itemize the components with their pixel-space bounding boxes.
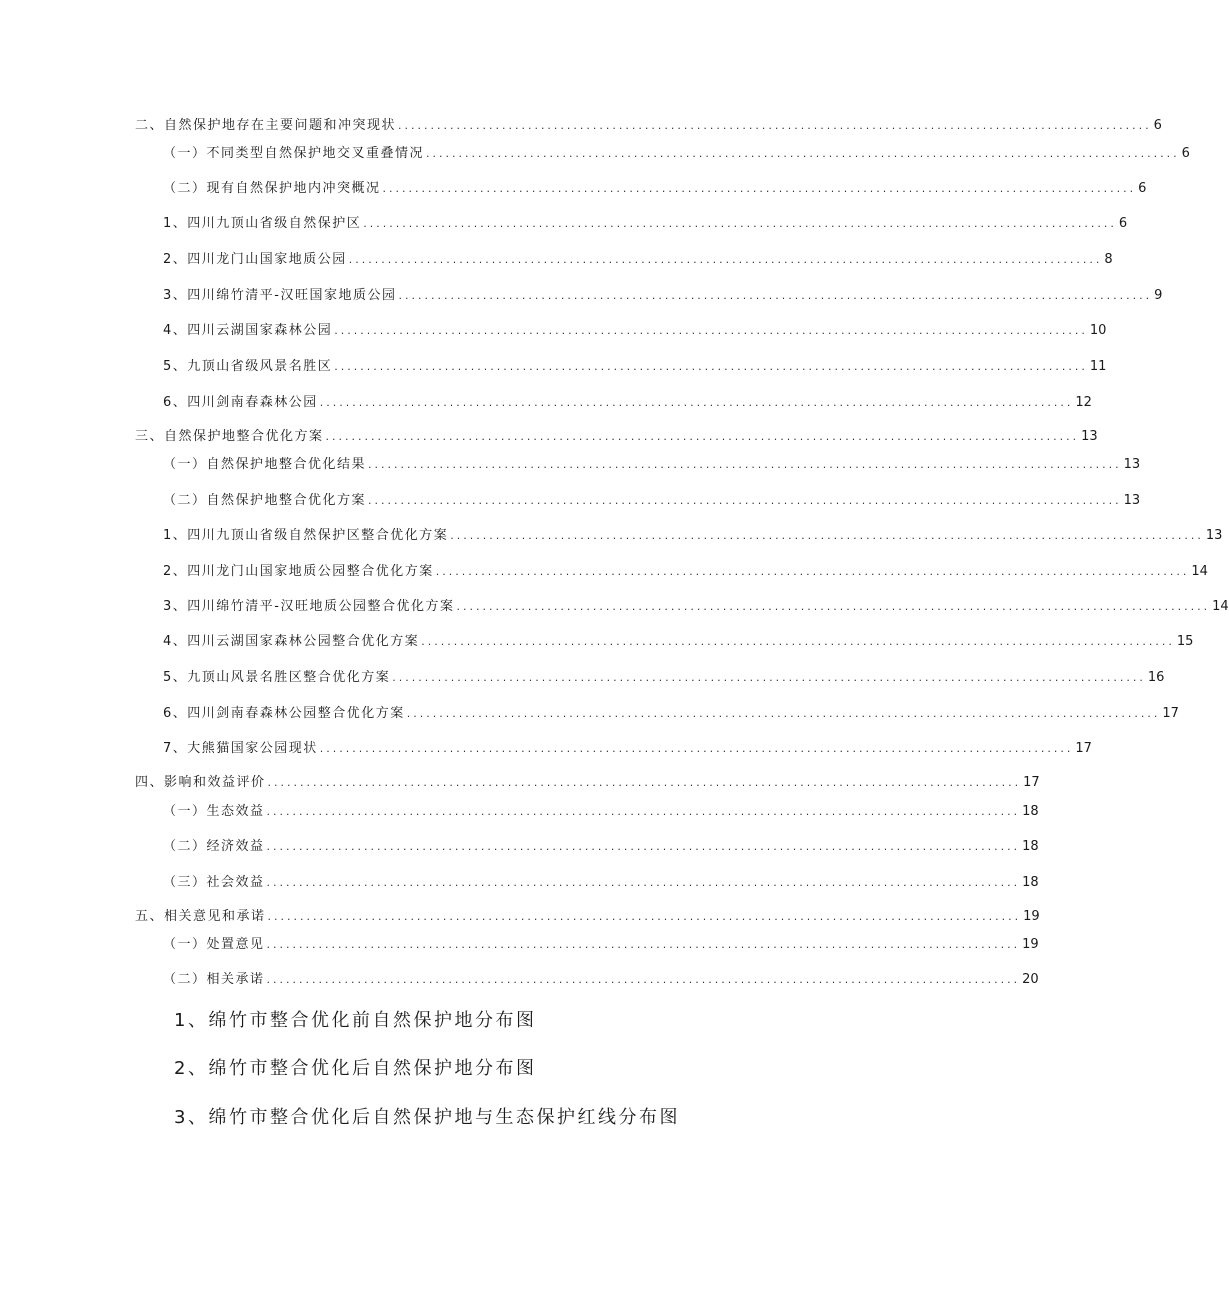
toc-entry-label: 3、四川绵竹清平-汉旺地质公园整合优化方案 — [163, 599, 455, 614]
toc-entry-label: 三、自然保护地整合优化方案 — [135, 429, 324, 444]
toc-entry-label: 4、四川云湖国家森林公园 — [163, 323, 333, 338]
toc-entry-label: （二）相关承诺 — [163, 972, 265, 987]
dot-leader: .................................................................................................................... — [325, 430, 1080, 443]
dot-leader: .................................................................................................................... — [266, 840, 1021, 853]
figure-title: 1、绵竹市整合优化前自然保护地分布图 — [174, 1010, 537, 1031]
toc-entry-page: 18 — [1022, 839, 1039, 854]
toc-entry[interactable] — [163, 250, 1113, 270]
toc-entry-label: （一）处置意见 — [163, 937, 265, 952]
toc-entry-label: 1、四川九顶山省级自然保护区 — [163, 216, 362, 231]
dot-leader: .................................................................................................................... — [382, 182, 1137, 195]
toc-entry[interactable] — [163, 357, 1107, 377]
toc-entry-label: 6、四川剑南春森林公园 — [163, 395, 318, 410]
toc-entry-page: 8 — [1104, 252, 1113, 267]
toc-entry-label: 3、四川绵竹清平-汉旺国家地质公园 — [163, 288, 397, 303]
dot-leader: .................................................................................................................... — [334, 324, 1088, 337]
toc-entry[interactable] — [163, 935, 1039, 955]
toc-entry[interactable] — [163, 144, 1190, 164]
toc-entry-page: 6 — [1153, 118, 1162, 133]
toc-entry-page: 6 — [1181, 146, 1190, 161]
toc-entry-label: （二）经济效益 — [163, 839, 265, 854]
dot-leader: .................................................................................................................... — [421, 635, 1175, 648]
figure-title: 2、绵竹市整合优化后自然保护地分布图 — [174, 1058, 537, 1079]
toc-entry[interactable] — [135, 427, 1098, 447]
dot-leader: .................................................................................................................... — [267, 776, 1022, 789]
toc-entry-label: 2、四川龙门山国家地质公园 — [163, 252, 347, 267]
toc-entry-page: 9 — [1154, 288, 1163, 303]
toc-entry[interactable] — [163, 632, 1194, 652]
toc-entry-page: 13 — [1123, 493, 1141, 508]
toc-entry[interactable] — [163, 970, 1039, 990]
toc-entry[interactable] — [163, 837, 1039, 857]
dot-leader: .................................................................................................................... — [266, 938, 1021, 951]
dot-leader: .................................................................................................................... — [392, 671, 1146, 684]
toc-entry-page: 19 — [1022, 937, 1039, 952]
toc-entry-page: 19 — [1023, 909, 1040, 924]
dot-leader: .................................................................................................................... — [267, 910, 1022, 923]
toc-entry[interactable] — [163, 321, 1107, 341]
toc-entry-label: （三）社会效益 — [163, 875, 265, 890]
toc-entry-label: （二）现有自然保护地内冲突概况 — [163, 181, 381, 196]
toc-entry[interactable] — [163, 562, 1208, 582]
toc-entry[interactable] — [163, 668, 1165, 688]
toc-entry-page: 18 — [1022, 804, 1039, 819]
toc-entry[interactable] — [163, 739, 1092, 759]
toc-entry-page: 17 — [1023, 775, 1040, 790]
toc-entry[interactable] — [135, 907, 1040, 927]
toc-entry-label: 5、九顶山风景名胜区整合优化方案 — [163, 670, 391, 685]
dot-leader: .................................................................................................................... — [368, 458, 1122, 471]
dot-leader: .................................................................................................................... — [266, 876, 1021, 889]
toc-entry-page: 15 — [1176, 634, 1194, 649]
toc-entry[interactable] — [163, 393, 1092, 413]
dot-leader: .................................................................................................................... — [334, 360, 1088, 373]
dot-leader: .................................................................................................................... — [426, 147, 1180, 160]
toc-entry[interactable] — [163, 873, 1039, 893]
dot-leader: .................................................................................................................... — [398, 289, 1153, 302]
toc-entry-page: 10 — [1089, 323, 1107, 338]
toc-entry-page: 6 — [1138, 181, 1147, 196]
toc-entry-label: （一）生态效益 — [163, 804, 265, 819]
toc-entry-page: 14 — [1212, 599, 1229, 614]
toc-entry[interactable] — [163, 704, 1179, 724]
toc-entry-page: 13 — [1081, 429, 1098, 444]
toc-entry-label: 2、四川龙门山国家地质公园整合优化方案 — [163, 564, 434, 579]
dot-leader: .................................................................................................................... — [398, 119, 1152, 132]
toc-entry-page: 14 — [1191, 564, 1208, 579]
toc-entry[interactable] — [163, 179, 1147, 199]
toc-entry-page: 16 — [1147, 670, 1165, 685]
toc-entry-label: 五、相关意见和承诺 — [135, 909, 266, 924]
dot-leader: .................................................................................................................... — [266, 805, 1021, 818]
dot-leader: .................................................................................................................... — [456, 600, 1211, 613]
toc-entry[interactable] — [163, 455, 1141, 475]
dot-leader: .................................................................................................................... — [348, 253, 1103, 266]
toc-entry-label: 1、四川九顶山省级自然保护区整合优化方案 — [163, 528, 449, 543]
dot-leader: .................................................................................................................... — [266, 973, 1021, 986]
toc-entry-page: 13 — [1123, 457, 1141, 472]
dot-leader: .................................................................................................................... — [450, 529, 1204, 542]
toc-entry-page: 11 — [1089, 359, 1107, 374]
toc-entry[interactable] — [163, 526, 1223, 546]
toc-entry-page: 13 — [1205, 528, 1223, 543]
toc-entry-page: 17 — [1162, 706, 1179, 721]
dot-leader: .................................................................................................................... — [406, 707, 1161, 720]
toc-entry[interactable] — [163, 286, 1163, 306]
toc-entry-label: （二）自然保护地整合优化方案 — [163, 493, 367, 508]
toc-entry[interactable] — [163, 802, 1039, 822]
toc-entry-label: （一）自然保护地整合优化结果 — [163, 457, 367, 472]
toc-entry-label: 6、四川剑南春森林公园整合优化方案 — [163, 706, 405, 721]
dot-leader: .................................................................................................................... — [319, 742, 1074, 755]
dot-leader: .................................................................................................................... — [435, 565, 1190, 578]
toc-entry-label: 5、九顶山省级风景名胜区 — [163, 359, 333, 374]
toc-entry[interactable] — [163, 597, 1229, 617]
toc-entry-page: 12 — [1075, 395, 1092, 410]
toc-entry[interactable] — [163, 491, 1141, 511]
toc-entry-page: 20 — [1022, 972, 1039, 987]
toc-entry-label: 4、四川云湖国家森林公园整合优化方案 — [163, 634, 420, 649]
toc-entry-page: 18 — [1022, 875, 1039, 890]
toc-entry-page: 6 — [1118, 216, 1128, 231]
figure-title: 3、绵竹市整合优化后自然保护地与生态保护红线分布图 — [174, 1107, 680, 1128]
dot-leader: .................................................................................................................... — [319, 396, 1074, 409]
toc-entry-label: 四、影响和效益评价 — [135, 775, 266, 790]
dot-leader: .................................................................................................................... — [363, 217, 1117, 230]
toc-entry-label: 7、大熊猫国家公园现状 — [163, 741, 318, 756]
toc-entry[interactable] — [163, 214, 1128, 234]
toc-entry-page: 17 — [1075, 741, 1092, 756]
dot-leader: .................................................................................................................... — [368, 494, 1122, 507]
toc-entry[interactable] — [135, 773, 1040, 793]
toc-entry-label: （一）不同类型自然保护地交叉重叠情况 — [163, 146, 425, 161]
toc-entry[interactable] — [135, 116, 1162, 136]
toc-entry-label: 二、自然保护地存在主要问题和冲突现状 — [135, 118, 397, 133]
